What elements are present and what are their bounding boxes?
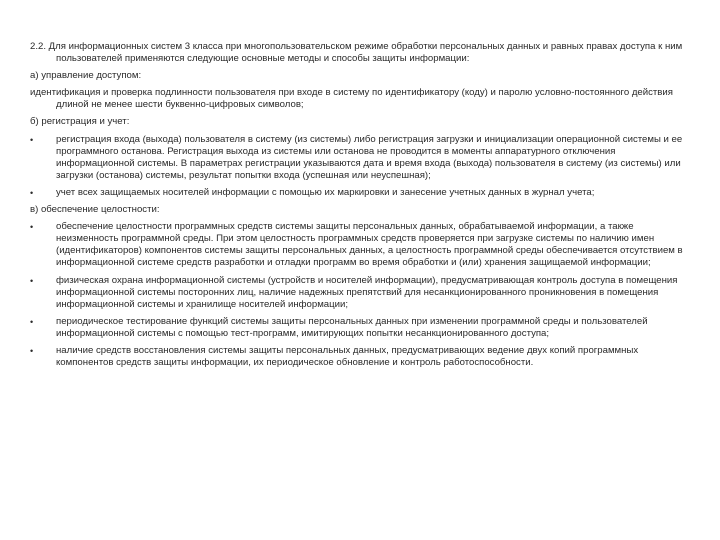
list-item — [30, 345, 692, 369]
section-b-title: б) регистрация и учет: — [30, 116, 130, 128]
section-a-text: идентификация и проверка подлинности пользователя при входе в систему по идентификатору (коду) и паролю условно-постоянного действия длиной не менее шести буквенно-цифровых символов; — [30, 87, 673, 111]
list-item — [30, 187, 692, 199]
list-item — [30, 221, 692, 269]
section-heading: 2.2. Для информационных систем 3 класса при многопользовательском режиме обработки персональных данных и равных правах доступа к ним пользователей применяются следующие основные методы и способы защиты информации: — [30, 41, 683, 65]
section-a-title: а) управление доступом: — [30, 70, 142, 82]
list-item — [30, 316, 692, 340]
list-item-text: физическая охрана информационной системы (устройств и носителей информации), предусматривающая контроль доступа в помещения информационной системы посторонних лиц, наличие надежных препятствий для несанкционированного проникновения в помещения информационной системы и хранилище носителей информации; — [56, 274, 678, 310]
list-item-text: регистрация входа (выхода) пользователя в систему (из системы) либо регистрация загрузки и инициализации операционной системы и ее программного останова. Регистрация выхода из системы или останова не проводится в моменты аппаратурного отключения информационной системы. В параметрах регистрации указываются дата и время входа (выхода) пользователя в систему (из системы) или загрузки (останова) системы, результат попытки входа (успешная или неуспешная); — [56, 133, 683, 181]
bullet-icon: • — [30, 222, 34, 233]
bullet-icon: • — [30, 134, 34, 145]
list-item-text: периодическое тестирование функций системы защиты персональных данных при изменении программной среды и пользователей информационной системы с помощью тест-программ, имитирующих попытки несанкционированного доступа; — [56, 315, 648, 339]
document-body — [30, 41, 692, 374]
section-c-title: в) обеспечение целостности: — [30, 204, 160, 216]
list-item — [30, 134, 692, 182]
list-item — [30, 275, 692, 311]
bullet-icon: • — [30, 187, 34, 198]
list-item-text: учет всех защищаемых носителей информации с помощью их маркировки и занесение учетных данных в журнал учета; — [56, 186, 595, 198]
list-item-text: обеспечение целостности программных средств системы защиты персональных данных, обрабатываемой информации, а также неизменность программной среды. При этом целостность программных средств проверяется при загрузке системы по наличию имен (идентификаторов) компонентов системы защиты персональных данных, а целостность программной среды обеспечивается отсутствием в информационной системе средств разработки и отладки программ во время обработки и (или) хранения защищаемой информации; — [56, 221, 683, 269]
bullet-icon: • — [30, 316, 34, 327]
bullet-icon: • — [30, 345, 34, 356]
bullet-icon: • — [30, 275, 34, 286]
list-item-text: наличие средств восстановления системы защиты персональных данных, предусматривающих ведение двух копий программных компонентов средств защиты информации, их периодическое обновление и контроль работоспособности. — [56, 344, 639, 369]
